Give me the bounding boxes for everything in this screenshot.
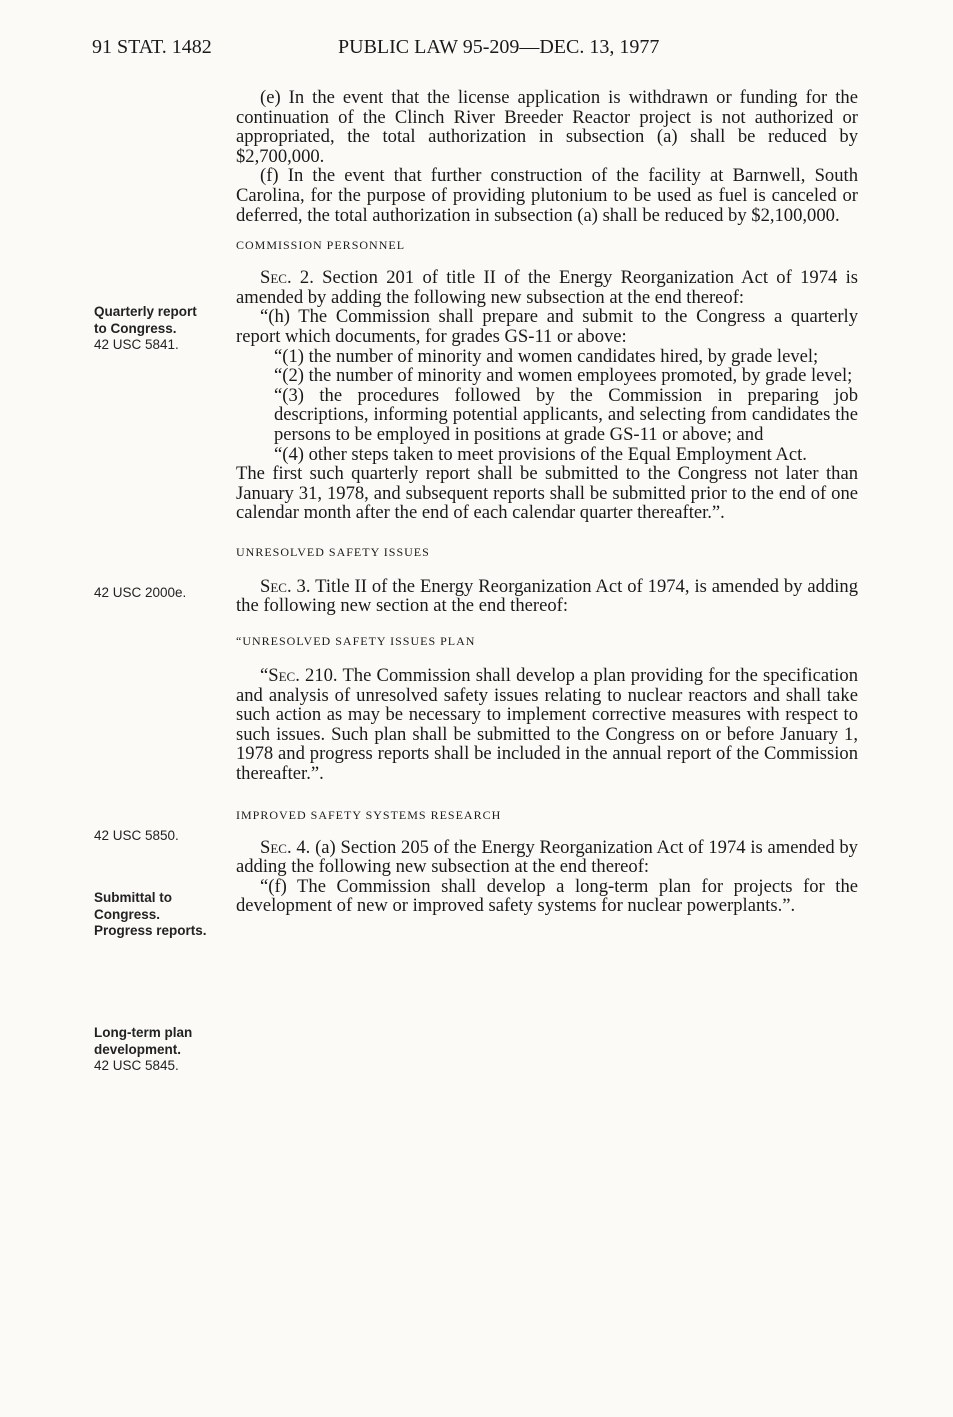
margin-note-line: development. — [94, 1041, 182, 1057]
margin-note-line: 42 USC 5841. — [94, 337, 179, 352]
section-3-text: Title II of the Energy Reorganization Act of 1974, is amended by adding the following new section at the end thereof: — [236, 575, 859, 617]
margin-note-line: Progress reports. — [94, 923, 207, 938]
margin-note-line: Long-term plan — [94, 1025, 193, 1040]
document-body — [236, 88, 858, 916]
section-210 — [236, 666, 858, 784]
margin-note-usc-5850: 42 USC 5850. — [94, 828, 179, 843]
heading-unresolved-safety-issues: UNRESOLVED SAFETY ISSUES — [236, 544, 430, 559]
section-label: Sec. 3. — [260, 575, 311, 597]
section-3-intro — [236, 577, 858, 616]
margin-note-usc-2000e: 42 USC 2000e. — [94, 585, 187, 600]
heading-commission-personnel: COMMISSION PERSONNEL — [236, 238, 406, 253]
heading-unresolved-safety-issues-plan: “UNRESOLVED SAFETY ISSUES PLAN — [236, 634, 476, 649]
margin-note-line: to Congress. — [94, 320, 177, 336]
stat-citation: 91 STAT. 1482 — [92, 36, 212, 58]
margin-note-line: Submittal to — [94, 890, 172, 905]
section-2-intro — [236, 268, 858, 307]
section-label: Sec. 4. — [260, 836, 311, 858]
margin-note-line: Quarterly report — [94, 304, 197, 319]
list-item-4: “(4) other steps taken to meet provisions of the Equal Employment Act. — [274, 443, 807, 465]
paragraph-e: (e) In the event that the license application is withdrawn or funding for the continuation of the Clinch River Breeder Reactor project is not authorized or appropriated, the total authorization in subsection (a) shall be reduced by $2,700,000. — [236, 87, 858, 167]
heading-improved-safety-systems: IMPROVED SAFETY SYSTEMS RESEARCH — [236, 807, 502, 822]
list-item-1: “(1) the number of minority and women candidates hired, by grade level; — [274, 345, 819, 367]
closing-paragraph: The first such quarterly report shall be submitted to the Congress not later than January 31, 1978, and subsequent reports shall be submitted prior to the end of one calendar month after the end of each calendar quarter thereafter.”. — [236, 463, 858, 524]
section-label: “Sec. 210. — [260, 665, 338, 687]
section-4-text: (a) Section 205 of the Energy Reorganization Act of 1974 is amended by adding the following new subsection at the end thereof: — [236, 836, 858, 878]
section-label: Sec. 2. — [260, 267, 314, 289]
subsection-h: “(h) The Commission shall prepare and submit to the Congress a quarterly report which documents, for grades GS-11 or above: — [236, 306, 858, 347]
section-2-text: Section 201 of title II of the Energy Reorganization Act of 1974 is amended by adding the following new subsection at the end thereof: — [236, 267, 858, 308]
paragraph-f: (f) In the event that further construction of the facility at Barnwell, South Carolina, for the purpose of providing plutonium to be used as fuel is canceled or deferred, the total authorization in subsection (a) shall be reduced by $2,100,000. — [236, 165, 858, 226]
margin-note-quarterly-report — [94, 304, 224, 354]
margin-note-line: 42 USC 5845. — [94, 1058, 179, 1073]
list-item-3: “(3) the procedures followed by the Commission in preparing job descriptions, informing potential applicants, and selecting from candidates the persons to be employed in positions at grade GS-11 or above; and — [274, 384, 858, 445]
subsection-f: “(f) The Commission shall develop a long-term plan for projects for the development of new or improved safety systems for nuclear powerplants.”. — [236, 875, 858, 917]
section-4-intro — [236, 838, 858, 877]
list-item-2: “(2) the number of minority and women employees promoted, by grade level; — [274, 365, 853, 387]
section-210-text: The Commission shall develop a plan providing for the specification and analysis of unresolved safety issues relating to nuclear reactors and shall take such action as may be necessary to implement corrective measures with respect to such issues. Such plan shall be submitted to the Congress on or before January 1, 1978 and progress reports shall be included in the annual report of the Commission thereafter.”. — [236, 665, 859, 785]
margin-note-line: Congress. — [94, 906, 161, 922]
margin-note-long-term-plan — [94, 1025, 224, 1075]
page-header — [92, 36, 861, 66]
margin-note-submittal — [94, 890, 224, 940]
public-law-title: PUBLIC LAW 95-209—DEC. 13, 1977 — [338, 36, 660, 58]
